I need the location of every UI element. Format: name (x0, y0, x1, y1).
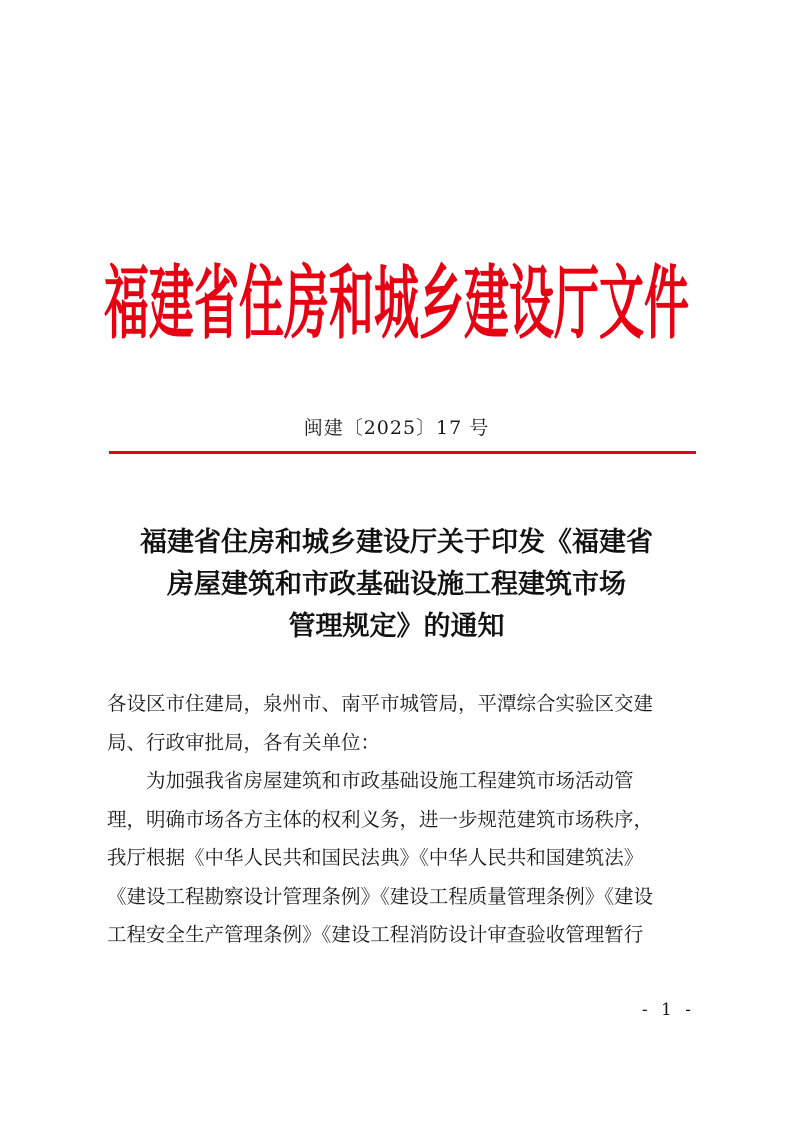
body-line-4: 理，明确市场各方主体的权利义务，进一步规范建筑市场秩序， (107, 807, 654, 831)
masthead-text: 福建省住房和城乡建设厅文件 (104, 257, 689, 345)
body-line-3: 为加强我省房屋建筑和市政基础设施工程建筑市场活动管 (146, 769, 634, 792)
notice-body (107, 685, 694, 955)
body-line-5: 我厅根据《中华人民共和国民法典》《中华人民共和国建筑法》 (107, 846, 644, 869)
masthead-title (100, 255, 693, 345)
document-number: 闽建〔2025〕17 号 (303, 417, 490, 439)
notice-title (0, 522, 793, 648)
masthead-svg (100, 255, 693, 345)
red-divider-line (109, 451, 696, 454)
title-line-3: 管理规定》的通知 (288, 611, 505, 642)
body-line-2: 局、行政审批局，各有关单位： (107, 730, 381, 754)
body-line-7: 工程安全生产管理条例》《建设工程消防设计审查验收管理暂行 (107, 923, 644, 946)
page-number: - 1 - (641, 1000, 695, 1020)
body-line-1: 各设区市住建局，泉州市、南平市城管局，平潭综合实验区交建 (107, 692, 654, 715)
body-line-6: 《建设工程勘察设计管理条例》《建设工程质量管理条例》《建设 (107, 884, 654, 908)
title-line-2: 房屋建筑和市政基础设施工程建筑市场 (167, 569, 626, 600)
title-line-1: 福建省住房和城乡建设厅关于印发《福建省 (140, 527, 653, 558)
